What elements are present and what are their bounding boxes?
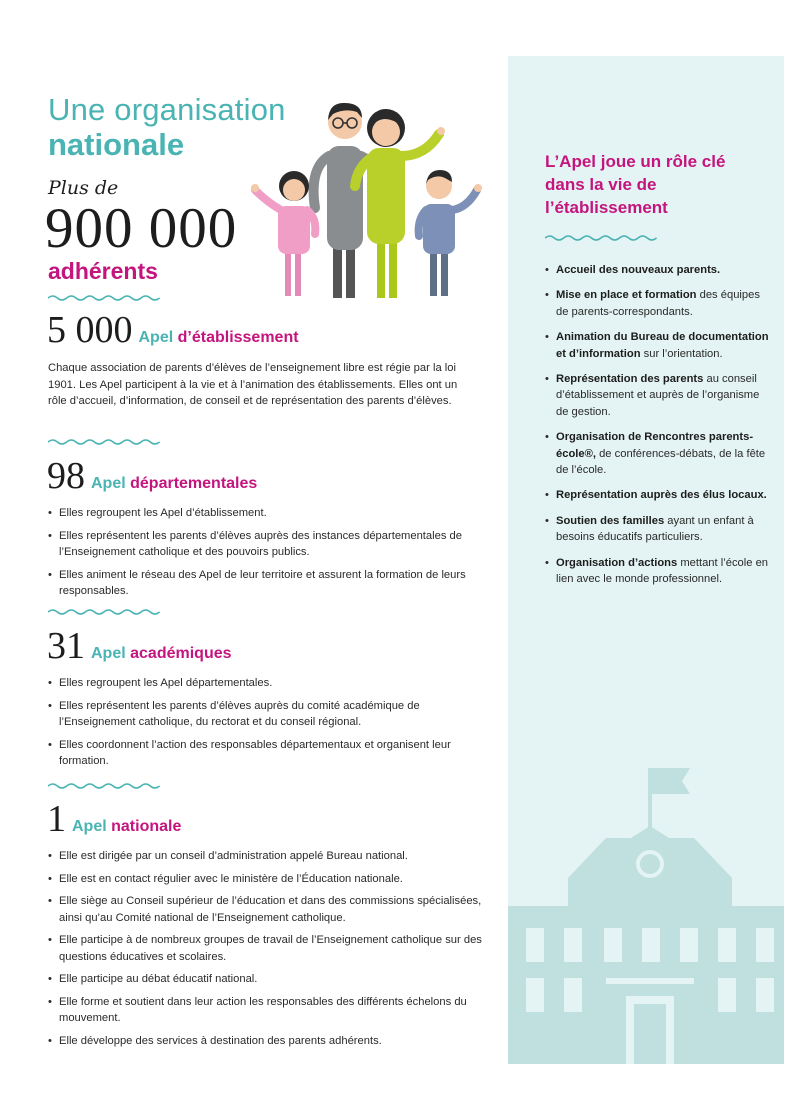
wave-divider	[545, 233, 657, 243]
title-line1: Une organisation	[48, 92, 286, 127]
section-label-type: académiques	[130, 645, 232, 662]
section-departementales-heading	[47, 454, 257, 498]
sidebar-item	[545, 371, 770, 420]
section-number: 31	[47, 625, 85, 667]
list-item: • Elles représentent les parents d’élèves auprès des instances départementales de l’Enseignement catholique et des pouvoirs publics.	[48, 528, 493, 561]
sidebar-list	[545, 262, 770, 597]
section-number: 98	[47, 455, 85, 497]
list-item: • Elle participe au débat éducatif national.	[48, 971, 493, 988]
sidebar-item	[545, 287, 770, 320]
sidebar-item-bold: Soutien des familles	[556, 514, 665, 527]
sidebar-item-text: des équipes de parents-correspondants.	[556, 289, 760, 318]
boy-figure	[419, 170, 482, 296]
list-item: • Elles animent le réseau des Apel de leur territoire et assurent la formation de leurs responsables.	[48, 567, 493, 600]
sidebar-item	[545, 555, 770, 588]
sidebar-item	[545, 262, 770, 278]
list-item: • Elle développe des services à destination des parents adhérents.	[48, 1033, 493, 1050]
list-item: • Elle forme et soutient dans leur action les responsables des différents échelons du mouvement.	[48, 994, 493, 1027]
list-item: • Elle est en contact régulier avec le ministère de l’Éducation nationale.	[48, 871, 493, 888]
sidebar-item	[545, 329, 770, 362]
sidebar-item-bold: Accueil des nouveaux parents.	[556, 264, 721, 276]
list-item: • Elles regroupent les Apel départementales.	[48, 675, 493, 692]
section-label-apel: Apel	[91, 475, 126, 492]
section-label-apel: Apel	[72, 818, 107, 835]
section-label-type: nationale	[111, 818, 182, 835]
members-count: 900 000	[45, 197, 238, 260]
section-label-type: d’établissement	[177, 329, 299, 346]
section-academiques-list	[48, 675, 493, 776]
section-academiques-heading	[47, 624, 232, 668]
section-label-apel: Apel	[91, 645, 126, 662]
sidebar-item-text: mettant l’école en lien avec le monde professionnel.	[556, 556, 769, 586]
wave-divider	[48, 607, 160, 617]
girl-figure	[251, 171, 315, 296]
sidebar-title: L’Apel joue un rôle clé dans la vie de l’établissement	[545, 152, 726, 217]
sidebar-item-text: de conférences-débats, de la fête de l’école.	[556, 447, 766, 477]
sidebar-item	[545, 429, 770, 478]
sidebar-item-text: sur l’orientation.	[643, 347, 723, 360]
list-item: • Elles coordonnent l’action des responsables départementaux et organisent leur formation.	[48, 737, 493, 770]
sidebar-item-text: au conseil d’établissement et auprès de l’organisme de gestion.	[556, 373, 760, 418]
sidebar-item-bold: Mise en place et formation	[556, 289, 697, 302]
sidebar-item-bold: Organisation de Rencontres parents-école®,	[556, 431, 754, 460]
list-item: • Elle participe à de nombreux groupes de travail de l’Enseignement catholique sur des questions éducatives et scolaires.	[48, 932, 493, 965]
wave-divider	[48, 293, 160, 303]
sidebar-item-text: ayant un enfant à besoins éducatifs particuliers.	[556, 514, 754, 544]
members-label: adhérents	[48, 258, 158, 284]
section-nationale-heading	[47, 797, 181, 841]
sidebar-item-bold: Représentation des parents	[556, 373, 704, 386]
sidebar-item-bold: Représentation auprès des élus locaux.	[556, 489, 767, 502]
section-departementales-list	[48, 505, 493, 606]
section-nationale-list	[48, 848, 493, 1055]
sidebar-item-bold: Organisation d’actions	[556, 556, 678, 569]
section-etablissement-heading	[47, 308, 299, 352]
school-building-illustration	[508, 756, 784, 1064]
list-item: • Elle siège au Conseil supérieur de l’éducation et dans des commissions spécialisées, ainsi qu’au Comité national de l’Enseignement catholique.	[48, 893, 493, 926]
sidebar-item-bold: Animation du Bureau de documentation et d’information	[556, 331, 769, 360]
sidebar-item	[545, 487, 770, 503]
list-item: • Elles regroupent les Apel d’établissement.	[48, 505, 493, 522]
list-item: • Elles représentent les parents d’élèves auprès du comité académique de l’Enseignement catholique, du rectorat et du conseil régional.	[48, 698, 493, 731]
sidebar-item	[545, 513, 770, 546]
section-etablissement-paragraph: Chaque association de parents d’élèves de l’enseignement libre est régie par la loi 1901. Les Apel participent à la vie et à l’animation des établissements. Elles ont un rôle d’accueil, d’information, de conseil et de représentation des parents d’élèves.	[48, 362, 458, 407]
plus-de-label: Plus de	[48, 177, 119, 199]
title-line2: nationale	[48, 127, 185, 162]
section-label-apel: Apel	[138, 329, 174, 346]
wave-divider	[48, 781, 160, 791]
list-item: • Elle est dirigée par un conseil d’administration appelé Bureau national.	[48, 848, 493, 865]
family-illustration	[245, 98, 490, 303]
section-number: 1	[47, 798, 66, 840]
section-number: 5 000	[47, 309, 133, 351]
wave-divider	[48, 437, 160, 447]
section-label-type: départementales	[130, 475, 258, 492]
